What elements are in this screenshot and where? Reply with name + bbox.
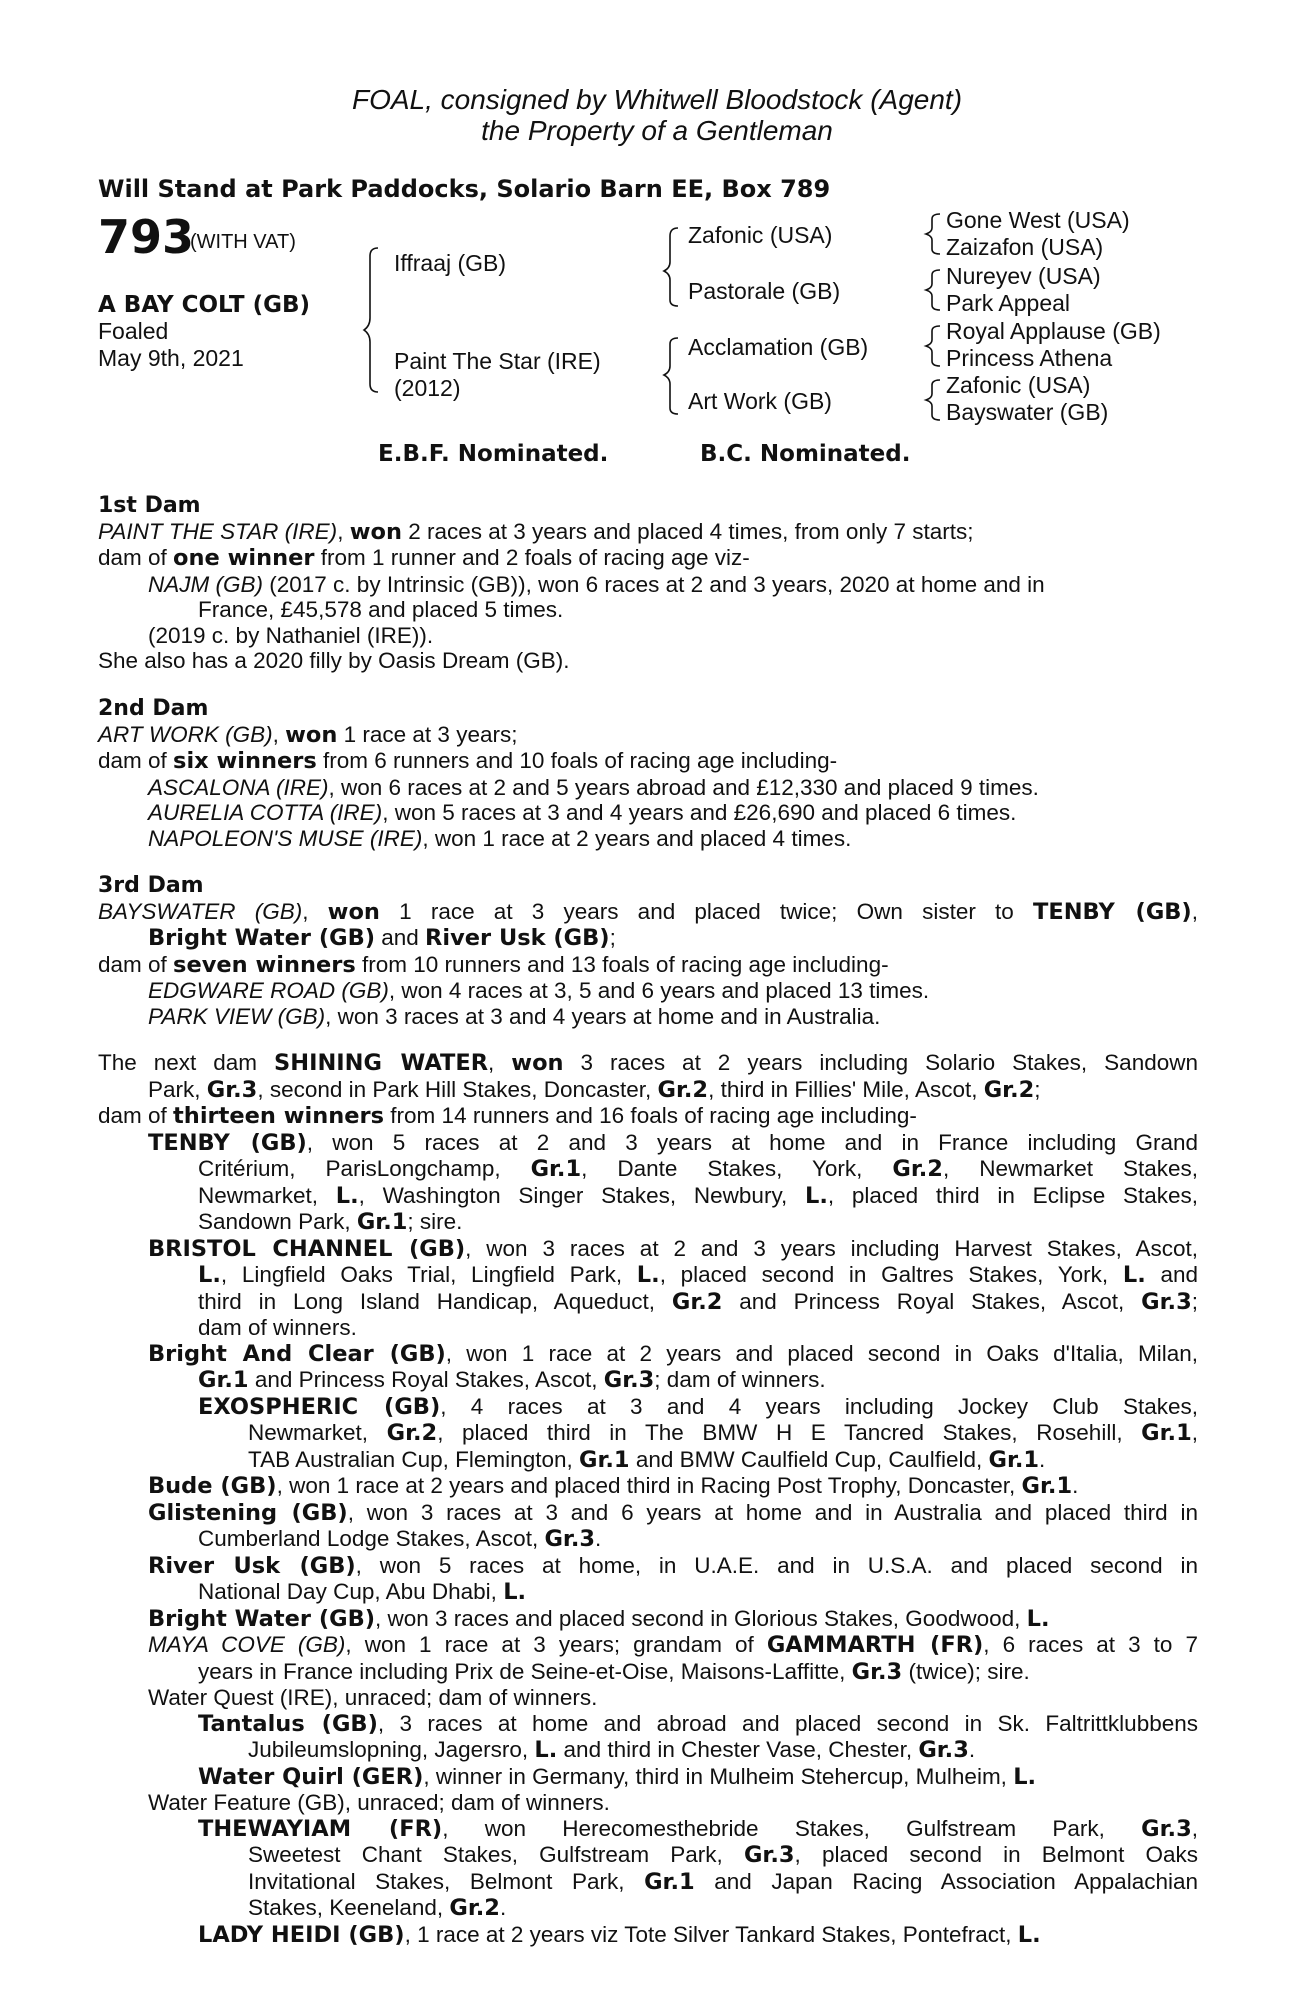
text-run: , second in Park Hill Stakes, Doncaster, (257, 1076, 658, 1102)
winners-count: one winner (173, 545, 315, 571)
grade-label: Gr.1 (1021, 1473, 1073, 1499)
text-run: , (488, 1050, 512, 1075)
progeny-line: Water Quest (IRE), unraced; dam of winners. (148, 1685, 598, 1710)
listed-label: L. (1017, 1921, 1041, 1948)
text-run: Sweetest Chant Stakes, Gulfstream Park, (248, 1842, 744, 1867)
grade-label: Gr.2 (671, 1288, 723, 1315)
text-run: Invitational Stakes, Belmont Park, (248, 1868, 645, 1894)
text-run: , (272, 721, 286, 747)
text-run: ; dam of winners. (654, 1367, 826, 1392)
grade-label: Gr.3 (544, 1526, 596, 1552)
foaled-date: May 9th, 2021 (98, 345, 244, 371)
relation-name: River Usk (GB) (425, 925, 610, 951)
pedigree-sds: Nureyev (USA) (946, 263, 1101, 289)
text-run: ; (609, 925, 616, 950)
text-run: Cumberland Lodge Stakes, Ascot, (198, 1526, 545, 1551)
listed-label: L. (198, 1262, 221, 1288)
text-run: , placed second in Galtres Stakes, York, (659, 1262, 1123, 1287)
grade-label: Gr.1 (530, 1156, 582, 1182)
text-run: , 6 races at 3 to 7 (983, 1632, 1198, 1657)
grade-label: Gr.2 (892, 1156, 943, 1182)
grade-label: Gr.3 (1141, 1288, 1192, 1315)
grade-label: Gr.2 (449, 1895, 500, 1921)
text-run: and Princess Royal Stakes, Ascot, (722, 1288, 1142, 1314)
third-dam-heading: 3rd Dam (98, 873, 204, 898)
catalogue-heading-line2: the Property of a Gentleman (481, 115, 833, 146)
text-run: Sandown Park, (198, 1209, 357, 1234)
text-run: , 3 races at home and abroad and placed second in Sk. Faltrittklubbens (377, 1710, 1198, 1736)
text-run: 2 races at 3 years and placed 4 times, from only 7 starts; (401, 518, 974, 544)
grade-label: Gr.1 (988, 1446, 1040, 1473)
pedigree-dam-dam: Art Work (GB) (688, 388, 832, 414)
text-run: , won 1 race at 2 years and placed second in Oaks d'Italia, Milan, (445, 1340, 1198, 1366)
text-run: , Lingfield Oaks Trial, Lingfield Park, (220, 1262, 637, 1287)
grade-label: Gr.3 (918, 1737, 969, 1763)
text-run: and Princess Royal Stakes, Ascot, (248, 1367, 604, 1392)
text-run: years in France including Prix de Seine-et-Oise, Maisons-Laffitte, (198, 1658, 852, 1684)
progeny-name: NAPOLEON'S MUSE (IRE) (148, 825, 423, 851)
text-run: , Dante Stakes, York, (581, 1156, 893, 1181)
stand-location: Will Stand at Park Paddocks, Solario Barn EE, Box 789 (98, 175, 831, 203)
pedigree-dam-sire: Acclamation (GB) (688, 334, 869, 360)
text-run: 1 race at 3 years and placed twice; Own sister to (379, 898, 1033, 924)
text-run: Jubileumslopning, Jagersro, (248, 1737, 535, 1762)
text-run: . (1072, 1473, 1079, 1498)
text-run: from 6 runners and 10 foals of racing age including- (316, 748, 838, 773)
text-run: , (1191, 1815, 1198, 1841)
text-run: ; sire. (407, 1209, 463, 1234)
text-run: , won 5 races at home, in U.A.E. and in U.S.A. and placed second in (355, 1552, 1198, 1578)
grade-label: Gr.2 (983, 1076, 1035, 1103)
text-line: (2019 c. by Nathaniel (IRE)). (148, 622, 434, 648)
text-run: from 10 runners and 13 foals of racing age including- (355, 951, 889, 977)
ebf-nominated: E.B.F. Nominated. (378, 441, 609, 467)
text-run: , won 6 races at 2 and 5 years abroad and £12,330 and placed 9 times. (328, 774, 1039, 800)
third-dam-name: BAYSWATER (GB) (98, 898, 303, 924)
progeny-name: ASCALONA (IRE) (148, 774, 329, 800)
won-label: won (349, 518, 402, 545)
progeny-name: BRISTOL CHANNEL (GB) (148, 1235, 466, 1262)
progeny-name: Glistening (GB) (148, 1499, 348, 1526)
text-run: Newmarket, (248, 1420, 387, 1445)
second-dam-section (98, 696, 1198, 851)
progeny-line: Water Feature (GB), unraced; dam of winners. (148, 1790, 610, 1815)
brace-sd (926, 270, 940, 310)
progeny-name: River Usk (GB) (148, 1552, 356, 1579)
pedigree-dsd: Princess Athena (946, 345, 1113, 371)
listed-label: L. (1026, 1605, 1050, 1632)
text-line: She also has a 2020 filly by Oasis Dream (GB). (98, 648, 570, 673)
relation-name: GAMMARTH (FR) (766, 1632, 984, 1658)
pedigree-sire: Iffraaj (GB) (394, 250, 507, 276)
listed-label: L. (636, 1262, 660, 1288)
grade-label: Gr.2 (657, 1076, 709, 1103)
pedigree-dss: Royal Applause (GB) (946, 318, 1161, 344)
text-run: , won 1 race at 2 years and placed third in Racing Post Trophy, Doncaster, (276, 1473, 1022, 1498)
progeny-name: EXOSPHERIC (GB) (198, 1393, 441, 1420)
progeny-name: EDGWARE ROAD (GB) (148, 978, 389, 1003)
progeny-name: LADY HEIDI (GB) (198, 1921, 405, 1948)
foaled-label: Foaled (98, 318, 169, 344)
text-run: ; (1034, 1076, 1041, 1102)
lot-number: 793 (98, 210, 195, 264)
won-label: won (285, 721, 338, 748)
progeny-name: Bude (GB) (148, 1473, 277, 1499)
next-dam-name: SHINING WATER (274, 1050, 489, 1076)
text-run: . (595, 1526, 602, 1551)
first-dam-heading: 1st Dam (98, 493, 201, 518)
third-dam-section (98, 873, 1198, 1029)
text-run: (twice); sire. (902, 1658, 1030, 1684)
text-run: (2017 c. by Intrinsic (GB)), won 6 races at 2 and 3 years, 2020 at home and in (263, 571, 1045, 597)
text-run: , placed third in The BMW H E Tancred Stakes, Rosehill, (437, 1420, 1142, 1445)
text-run: , third in Fillies' Mile, Ascot, (708, 1076, 984, 1102)
brace-dd (926, 380, 940, 420)
progeny-name: THEWAYIAM (FR) (198, 1815, 443, 1842)
brace-ds (926, 326, 940, 366)
first-dam-section (98, 493, 1198, 674)
text-run: , placed third in Eclipse Stakes, (827, 1182, 1198, 1208)
horse-name: A BAY COLT (GB) (98, 292, 311, 318)
pedigree-sire-dam: Pastorale (GB) (688, 278, 841, 304)
second-dam-heading: 2nd Dam (98, 696, 209, 721)
text-run: . (499, 1895, 507, 1920)
grade-label: Gr.1 (579, 1446, 630, 1473)
progeny-name: PARK VIEW (GB) (148, 1003, 326, 1029)
text-run: 1 race at 3 years; (337, 721, 518, 747)
grade-label: Gr.3 (206, 1076, 258, 1103)
first-dam-name: PAINT THE STAR (IRE) (98, 518, 338, 544)
won-label: won (327, 898, 380, 925)
winners-count: thirteen winners (173, 1103, 385, 1129)
text-run: and Japan Racing Association Appalachian (694, 1868, 1198, 1894)
grade-label: Gr.3 (1141, 1815, 1192, 1842)
winners-count: six winners (173, 748, 317, 774)
text-run: , Washington Singer Stakes, Newbury, (358, 1182, 806, 1208)
text-run: and BMW Caulfield Cup, Caulfield, (629, 1446, 989, 1472)
progeny-name: NAJM (GB) (148, 571, 263, 597)
progeny-name: Bright Water (GB) (148, 1605, 375, 1632)
progeny-name: Tantalus (GB) (198, 1710, 378, 1737)
text-run: from 1 runner and 2 foals of racing age viz- (314, 545, 750, 570)
relation-name: TENBY (GB) (1033, 898, 1192, 925)
text-run: , won 3 races at 3 and 6 years at home and in Australia and placed third in (347, 1499, 1198, 1525)
grade-label: Gr.1 (644, 1868, 695, 1895)
progeny-name: TENBY (GB) (148, 1129, 307, 1156)
text-run: , won 1 race at 2 years and placed 4 times. (422, 825, 852, 851)
pedigree-dds: Zafonic (USA) (946, 372, 1091, 398)
grade-label: Gr.1 (198, 1367, 249, 1393)
brace-main (364, 248, 378, 392)
progeny-name: AURELIA COTTA (IRE) (148, 800, 383, 825)
grade-label: Gr.2 (386, 1420, 438, 1446)
next-dam-section (98, 1050, 1198, 1948)
listed-label: L. (534, 1737, 558, 1763)
pedigree-sss: Gone West (USA) (946, 207, 1130, 233)
pedigree-ddd: Bayswater (GB) (946, 399, 1109, 425)
text-run: , 4 races at 3 and 4 years including Jockey Club Stakes, (440, 1393, 1198, 1419)
text-run: 3 races at 2 years including Solario Stakes, Sandown (563, 1050, 1198, 1075)
text-run: Critérium, ParisLongchamp, (198, 1156, 531, 1181)
text-run: dam of (98, 1103, 174, 1128)
listed-label: L. (1013, 1763, 1037, 1790)
bc-nominated: B.C. Nominated. (700, 441, 911, 467)
text-run: , (302, 898, 328, 924)
progeny-name: Water Quirl (GER) (198, 1763, 424, 1790)
brace-sire (664, 228, 678, 306)
pedigree-dam-year: (2012) (394, 375, 461, 401)
text-run: , (1191, 898, 1198, 924)
progeny-name: Bright And Clear (GB) (148, 1340, 446, 1367)
text-run: , won 3 races at 3 and 4 years at home and in Australia. (325, 1003, 881, 1029)
text-run: , (337, 518, 350, 544)
brace-dam (664, 338, 678, 414)
text-run: , won 5 races at 2 and 3 years at home and in France including Grand (306, 1129, 1199, 1155)
text-run: , won 5 races at 3 and 4 years and £26,690 and placed 6 times. (382, 800, 1017, 825)
text-run: ; (1191, 1288, 1198, 1314)
text-run: , placed second in Belmont Oaks (794, 1842, 1198, 1867)
text-line: France, £45,578 and placed 5 times. (198, 597, 564, 622)
text-run: Stakes, Keeneland, (248, 1895, 450, 1920)
text-run: , (1191, 1420, 1198, 1445)
text-run: Park, (148, 1076, 207, 1102)
pedigree-sire-sire: Zafonic (USA) (688, 222, 833, 248)
text-run: , 1 race at 2 years viz Tote Silver Tankard Stakes, Pontefract, (404, 1921, 1018, 1947)
listed-label: L. (805, 1182, 828, 1209)
listed-label: L. (1122, 1262, 1146, 1288)
lot-vat-note: (WITH VAT) (190, 231, 296, 253)
progeny-name: MAYA COVE (GB) (148, 1632, 346, 1657)
listed-label: L. (503, 1579, 527, 1605)
catalogue-heading-line1: FOAL, consigned by Whitwell Bloodstock (Agent) (351, 84, 963, 115)
brace-ss (926, 214, 940, 254)
text-run: from 14 runners and 16 foals of racing age including- (384, 1103, 917, 1128)
text-run: and (1145, 1262, 1198, 1287)
grade-label: Gr.1 (356, 1209, 408, 1235)
text-run: National Day Cup, Abu Dhabi, (198, 1579, 504, 1604)
text-run: third in Long Island Handicap, Aqueduct, (198, 1288, 672, 1314)
text-line: dam of winners. (198, 1315, 357, 1340)
text-run: The next dam (98, 1050, 275, 1075)
text-run: , won 1 race at 3 years; grandam of (345, 1632, 767, 1657)
grade-label: Gr.3 (743, 1842, 795, 1868)
grade-label: Gr.3 (851, 1658, 903, 1685)
relation-name: Bright Water (GB) (148, 925, 375, 951)
text-run: , Newmarket Stakes, (942, 1156, 1198, 1181)
grade-label: Gr.3 (603, 1367, 655, 1393)
text-run: , won Herecomesthebride Stakes, Gulfstream Park, (442, 1815, 1142, 1841)
text-run: dam of (98, 951, 174, 977)
text-run: and third in Chester Vase, Chester, (557, 1737, 919, 1762)
text-run: and (375, 925, 426, 950)
won-label: won (511, 1050, 564, 1076)
listed-label: L. (335, 1182, 359, 1209)
winners-count: seven winners (173, 951, 356, 978)
text-run: dam of (98, 748, 174, 773)
pedigree-ssd: Zaizafon (USA) (946, 234, 1104, 260)
text-run: . (968, 1737, 976, 1762)
text-run: , won 4 races at 3, 5 and 6 years and placed 13 times. (388, 978, 930, 1003)
pedigree-sdd: Park Appeal (946, 290, 1071, 316)
pedigree-dam: Paint The Star (IRE) (394, 348, 601, 374)
text-run: Newmarket, (198, 1182, 336, 1208)
text-run: , winner in Germany, third in Mulheim Stehercup, Mulheim, (423, 1763, 1014, 1789)
text-run: , won 3 races at 2 and 3 years including Harvest Stakes, Ascot, (465, 1235, 1198, 1261)
grade-label: Gr.1 (1141, 1420, 1192, 1446)
text-run: TAB Australian Cup, Flemington, (248, 1446, 579, 1472)
text-run: . (1039, 1446, 1046, 1472)
second-dam-name: ART WORK (GB) (98, 721, 273, 747)
text-run: , won 3 races and placed second in Glorious Stakes, Goodwood, (375, 1605, 1027, 1631)
text-run: dam of (98, 545, 174, 570)
